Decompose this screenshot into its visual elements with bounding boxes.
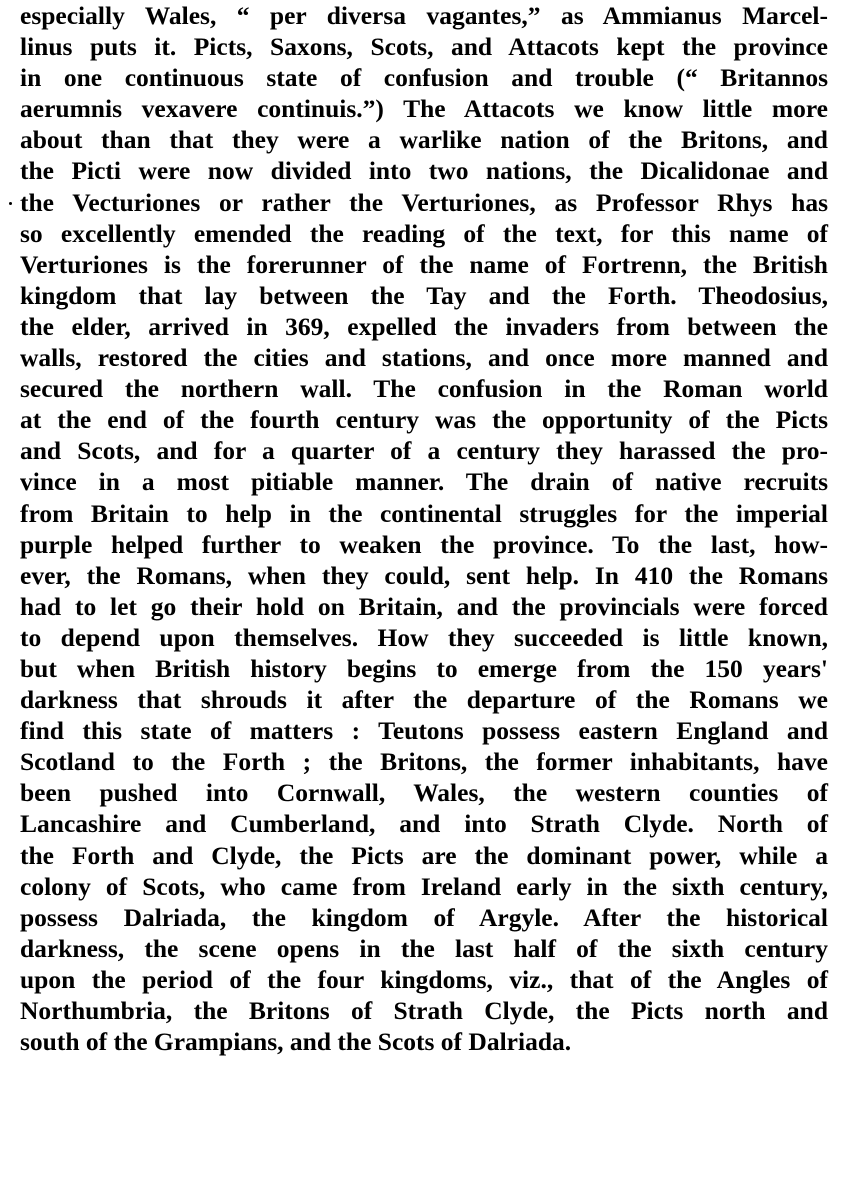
text-line-10: kingdom that lay between the Tay and the Forth. Theodosius, (20, 280, 828, 310)
body-paragraph (20, 0, 828, 1057)
text-line-31: darkness, the scene opens in the last half of the sixth century (20, 933, 828, 963)
text-line-5: about than that they were a warlike nation of the Britons, and (20, 125, 828, 155)
text-line-14: at the end of the fourth century was the opportunity of the Picts (20, 405, 828, 435)
text-line-9: Verturiones is the forerunner of the name of Fortrenn, the British (20, 249, 828, 279)
text-line-27: Lancashire and Cumberland, and into Strath Clyde. North of (20, 809, 828, 839)
text-line-7: the Vecturiones or rather the Verturiones, as Professor Rhys has (20, 187, 828, 217)
text-line-2: linus puts it. Picts, Saxons, Scots, and Attacots kept the province (20, 32, 828, 62)
text-line-22: but when British history begins to emerge from the 150 years' (20, 653, 828, 683)
text-line-24: find this state of matters : Teutons possess eastern England and (20, 716, 828, 746)
text-line-8: so excellently emended the reading of the text, for this name of (20, 218, 828, 248)
text-line-21: to depend upon themselves. How they succeeded is little known, (20, 622, 828, 652)
text-line-15: and Scots, and for a quarter of a century they harassed the pro- (20, 436, 828, 466)
text-line-32: upon the period of the four kingdoms, viz., that of the Angles of (20, 964, 828, 994)
text-line-19: ever, the Romans, when they could, sent help. In 410 the Romans (20, 560, 828, 590)
text-line-13: secured the northern wall. The confusion in the Roman world (20, 374, 828, 404)
text-line-23: darkness that shrouds it after the departure of the Romans we (20, 685, 828, 715)
text-line-18: purple helped further to weaken the province. To the last, how- (20, 529, 828, 559)
text-line-17: from Britain to help in the continental struggles for the imperial (20, 498, 828, 528)
text-line-3: in one continuous state of confusion and trouble (“ Britannos (20, 63, 828, 93)
text-line-1: especially Wales, “ per diversa vagantes,” as Ammianus Marcel- (20, 1, 828, 30)
text-line-16: vince in a most pitiable manner. The drain of native recruits (20, 467, 828, 497)
text-line-33: Northumbria, the Britons of Strath Clyde, the Picts north and (20, 996, 828, 1025)
text-line-28: the Forth and Clyde, the Picts are the dominant power, while a (20, 840, 828, 870)
text-line-26: been pushed into Cornwall, Wales, the western counties of (20, 778, 828, 808)
stray-ink-mark (9, 202, 12, 205)
text-line-6: the Picti were now divided into two nations, the Dicalidonae and (20, 156, 828, 186)
text-line-11: the elder, arrived in 369, expelled the invaders from between the (20, 311, 828, 341)
text-line-34: south of the Grampians, and the Scots of Dalriada. (20, 1027, 572, 1057)
text-line-12: walls, restored the cities and stations, and once more manned and (20, 343, 828, 373)
text-line-4: aerumnis vexavere continuis.”) The Attacots we know little more (20, 94, 828, 124)
text-line-25: Scotland to the Forth ; the Britons, the former inhabitants, have (20, 747, 828, 777)
text-line-30: possess Dalriada, the kingdom of Argyle. After the historical (20, 902, 828, 932)
text-line-20: had to let go their hold on Britain, and the provincials were forced (20, 591, 828, 621)
text-line-29: colony of Scots, who came from Ireland early in the sixth century, (20, 871, 828, 901)
